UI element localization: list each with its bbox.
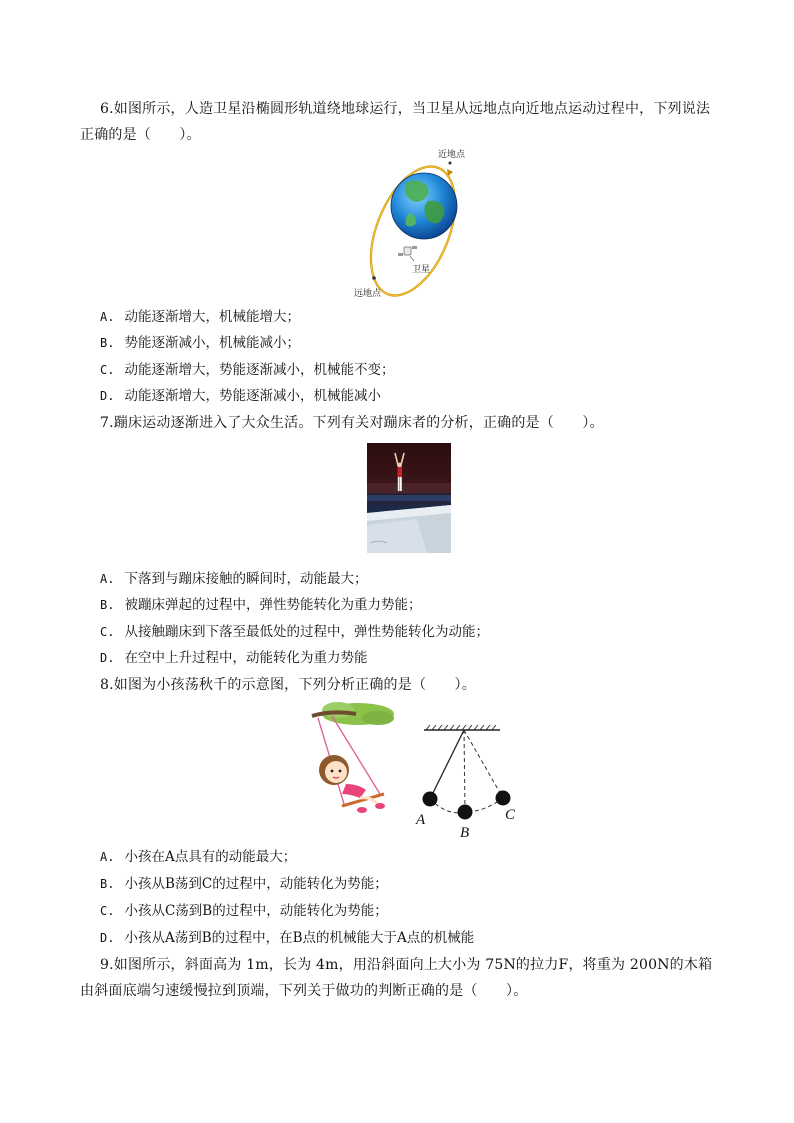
option-letter: A. (100, 850, 115, 864)
pendulum-diagram (412, 724, 530, 846)
q7-option-b[interactable] (100, 595, 421, 615)
apogee-point (372, 276, 376, 280)
q8-option-a[interactable] (100, 847, 296, 867)
q6-option-c[interactable] (100, 360, 394, 380)
q8-option-c[interactable] (100, 901, 388, 921)
option-text: 动能逐渐增大，势能逐渐减小，机械能减小 (124, 388, 381, 404)
option-letter: D. (100, 931, 115, 945)
position-b-bob (458, 805, 473, 820)
q7-option-c[interactable] (100, 622, 489, 642)
satellite-label: 卫星 (412, 265, 431, 275)
perigee-label: 近地点 (438, 150, 466, 160)
option-letter: A. (100, 572, 115, 586)
option-text: 从接触蹦床到下落至最低处的过程中，弹性势能转化为动能； (124, 624, 489, 640)
position-b-label: B (460, 825, 470, 841)
question-8-stem: 8.如图为小孩荡秋千的示意图，下列分析正确的是（ ）。 (100, 677, 476, 693)
pendulum-string (430, 730, 464, 799)
option-text: 小孩从B荡到C的过程中，动能转化为势能； (124, 876, 388, 892)
option-text: 动能逐渐增大，势能逐渐减小，机械能不变； (124, 362, 395, 378)
question-6 (80, 96, 720, 148)
satellite-icon (398, 246, 417, 256)
position-c-bob (496, 791, 511, 806)
option-text: 动能逐渐增大，机械能增大； (124, 309, 300, 325)
q6-option-b[interactable] (100, 333, 300, 353)
apogee-label: 远地点 (354, 289, 382, 299)
position-a-bob (423, 792, 438, 807)
option-letter: B. (100, 877, 115, 891)
option-letter: C. (100, 363, 115, 377)
option-text: 在空中上升过程中，动能转化为重力势能 (124, 650, 368, 666)
question-8 (80, 672, 720, 698)
question-7 (80, 410, 720, 436)
option-text: 势能逐渐减小，机械能减小； (124, 335, 300, 351)
option-letter: B. (100, 598, 115, 612)
question-6-stem: 6.如图所示，人造卫星沿椭圆形轨道绕地球运行，当卫星从远地点向近地点运动过程中，下列说法正确的是（ ）。 (80, 101, 711, 143)
trampoline-photo (367, 443, 451, 553)
perigee-point (449, 162, 452, 165)
option-letter: C. (100, 625, 115, 639)
option-text: 小孩从C荡到B的过程中，动能转化为势能； (124, 903, 388, 919)
option-letter: D. (100, 389, 115, 403)
question-7-stem: 7.蹦床运动逐渐进入了大众生活。下列有关对蹦床者的分析，正确的是（ ）。 (100, 415, 604, 431)
q7-option-d[interactable] (100, 648, 367, 668)
q7-option-a[interactable] (100, 569, 367, 589)
question-9-stem: 9.如图所示，斜面高为 1m，长为 4m，用沿斜面向上大小为 75N的拉力F，将重为 200N的木箱由斜面底端匀速缓慢拉到顶端，下列关于做功的判断正确的是（ ）。 (80, 957, 713, 999)
position-c-label: C (505, 807, 516, 823)
option-text: 被蹦床弹起的过程中，弹性势能转化为重力势能； (124, 597, 422, 613)
option-letter: C. (100, 904, 115, 918)
option-text: 小孩在A点具有的动能最大； (124, 849, 297, 865)
swing-child-illustration (298, 700, 396, 822)
question-9 (80, 952, 720, 1004)
option-letter: B. (100, 336, 115, 350)
position-a-label: A (416, 812, 426, 828)
q6-option-a[interactable] (100, 307, 300, 327)
q8-option-b[interactable] (100, 874, 388, 894)
option-text: 下落到与蹦床接触的瞬间时，动能最大； (124, 571, 368, 587)
q8-option-d[interactable] (100, 928, 474, 948)
q6-option-d[interactable] (100, 386, 381, 406)
option-letter: A. (100, 310, 115, 324)
satellite-orbit-figure (340, 143, 480, 303)
option-text: 小孩从A荡到B的过程中，在B点的机械能大于A点的机械能 (124, 930, 475, 946)
option-letter: D. (100, 651, 115, 665)
